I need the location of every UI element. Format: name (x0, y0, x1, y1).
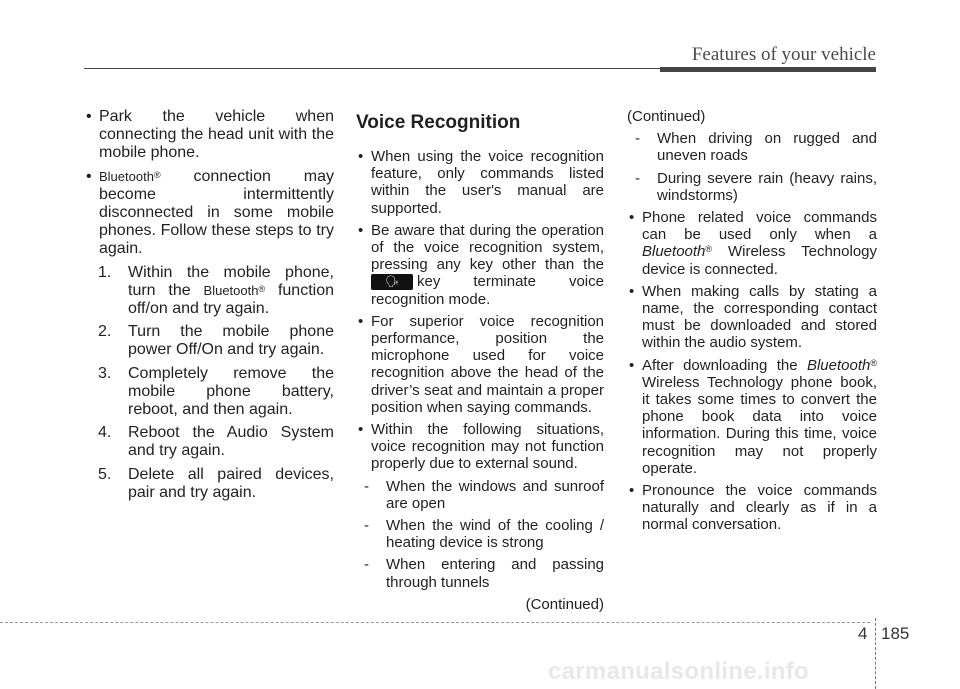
dash-text: When the wind of the cooling / heating device is strong (386, 517, 604, 552)
bullet-text: Wireless Technology phone book, it takes some times to convert the phone book data into voice information. During this time, voice recognition may not properly operate. (642, 373, 877, 477)
step-text: Turn the mobile phone power Off/On and try again. (128, 323, 334, 359)
dash-item (635, 170, 877, 204)
step-number: 5. (98, 465, 112, 483)
step-text: Within the mobile phone, turn the (128, 263, 334, 299)
step-number: 4. (98, 424, 112, 442)
step-item (98, 323, 334, 359)
bullet-text: Be aware that during the operation of the voice recognition system, pressing any key other than the (371, 221, 604, 274)
step-item (98, 365, 334, 420)
chapter-number: 4 (858, 624, 868, 643)
bullet-phone-book (627, 357, 877, 477)
bullet-text: key terminate voice recognition mode. (371, 273, 604, 308)
bullet-bluetooth-connection (84, 168, 334, 259)
bullet-park-vehicle: • Park the vehicle when connecting the head unit with the mobile phone. (84, 108, 334, 163)
footer-rule (0, 622, 870, 623)
dash-mark: - (364, 477, 369, 495)
step-item (98, 264, 334, 319)
dash-item (364, 517, 604, 551)
dash-text: When entering and passing through tunnels (386, 556, 604, 591)
dash-item (364, 556, 604, 590)
dash-mark: - (635, 130, 640, 148)
registered-mark: ® (870, 357, 877, 368)
page-header-title: Features of your vehicle (691, 44, 876, 65)
bullet-text: connection may become intermittently disconnected in some mobile phones. Follow these steps to try again. (99, 167, 334, 258)
dash-mark: - (364, 517, 369, 535)
bluetooth-word: Bluetooth (203, 282, 259, 298)
registered-mark: ® (705, 244, 713, 255)
registered-mark: ® (153, 169, 161, 180)
bullet-text: Phone related voice commands can be used only when a (642, 209, 877, 244)
dash-item (635, 130, 877, 164)
column-right (627, 108, 877, 539)
step-text: Reboot the Audio System and try again. (128, 424, 334, 460)
bullet-phone-commands (627, 209, 877, 278)
continued-label: (Continued) (525, 595, 604, 613)
bullet-making-calls: • When making calls by stating a name, the corresponding contact must be downloaded and stored within the audio system. (627, 283, 877, 352)
bluetooth-word: Bluetooth (806, 356, 871, 374)
footer-divider (875, 618, 877, 689)
registered-mark: ® (258, 283, 266, 294)
header-rule-accent (660, 67, 876, 72)
step-number: 2. (98, 323, 112, 341)
column-left (84, 108, 334, 507)
step-item (98, 466, 334, 502)
talk-key-icon: 🗣 (371, 274, 413, 290)
step-text: function off/on and try again. (128, 281, 335, 318)
bluetooth-word: Bluetooth (642, 243, 706, 261)
bullet-external-sound: • Within the following situations, voice recognition may not function properly due to external sound. (356, 421, 604, 473)
continued-label: (Continued) (627, 108, 706, 125)
bullet-pronounce: • Pronounce the voice commands naturally and clearly as if in a normal conversation. (627, 482, 877, 534)
bullet-key-terminate (356, 222, 604, 308)
bullet-text: After downloading the (642, 356, 807, 374)
dash-text: When the windows and sunroof are open (386, 477, 604, 512)
dash-text: During severe rain (heavy rains, windstorms) (657, 169, 877, 204)
bullet-commands-supported: • When using the voice recognition feature, only commands listed within the user's manual are supported. (356, 148, 604, 217)
bluetooth-word: Bluetooth (99, 168, 154, 184)
dash-item (364, 478, 604, 512)
section-heading: Voice Recognition (356, 112, 521, 133)
step-text: Delete all paired devices, pair and try again. (128, 465, 334, 501)
step-item (98, 424, 334, 460)
step-number: 3. (98, 364, 112, 382)
column-middle (356, 108, 604, 613)
step-text: Completely remove the mobile phone battery, reboot, and then again. (128, 364, 334, 419)
dash-mark: - (364, 556, 369, 574)
dash-text: When driving on rugged and uneven roads (657, 130, 877, 165)
bullet-text: Wireless Technology device is connected. (642, 243, 877, 278)
dash-mark: - (635, 169, 640, 187)
step-number: 1. (98, 263, 112, 281)
watermark: carmanualsonline.info (548, 658, 810, 685)
bullet-microphone-position: • For superior voice recognition performance, position the microphone used for voice recognition above the head of the driver’s seat and maintain a proper position when saying commands. (356, 313, 604, 416)
page-number: 185 (881, 624, 910, 643)
